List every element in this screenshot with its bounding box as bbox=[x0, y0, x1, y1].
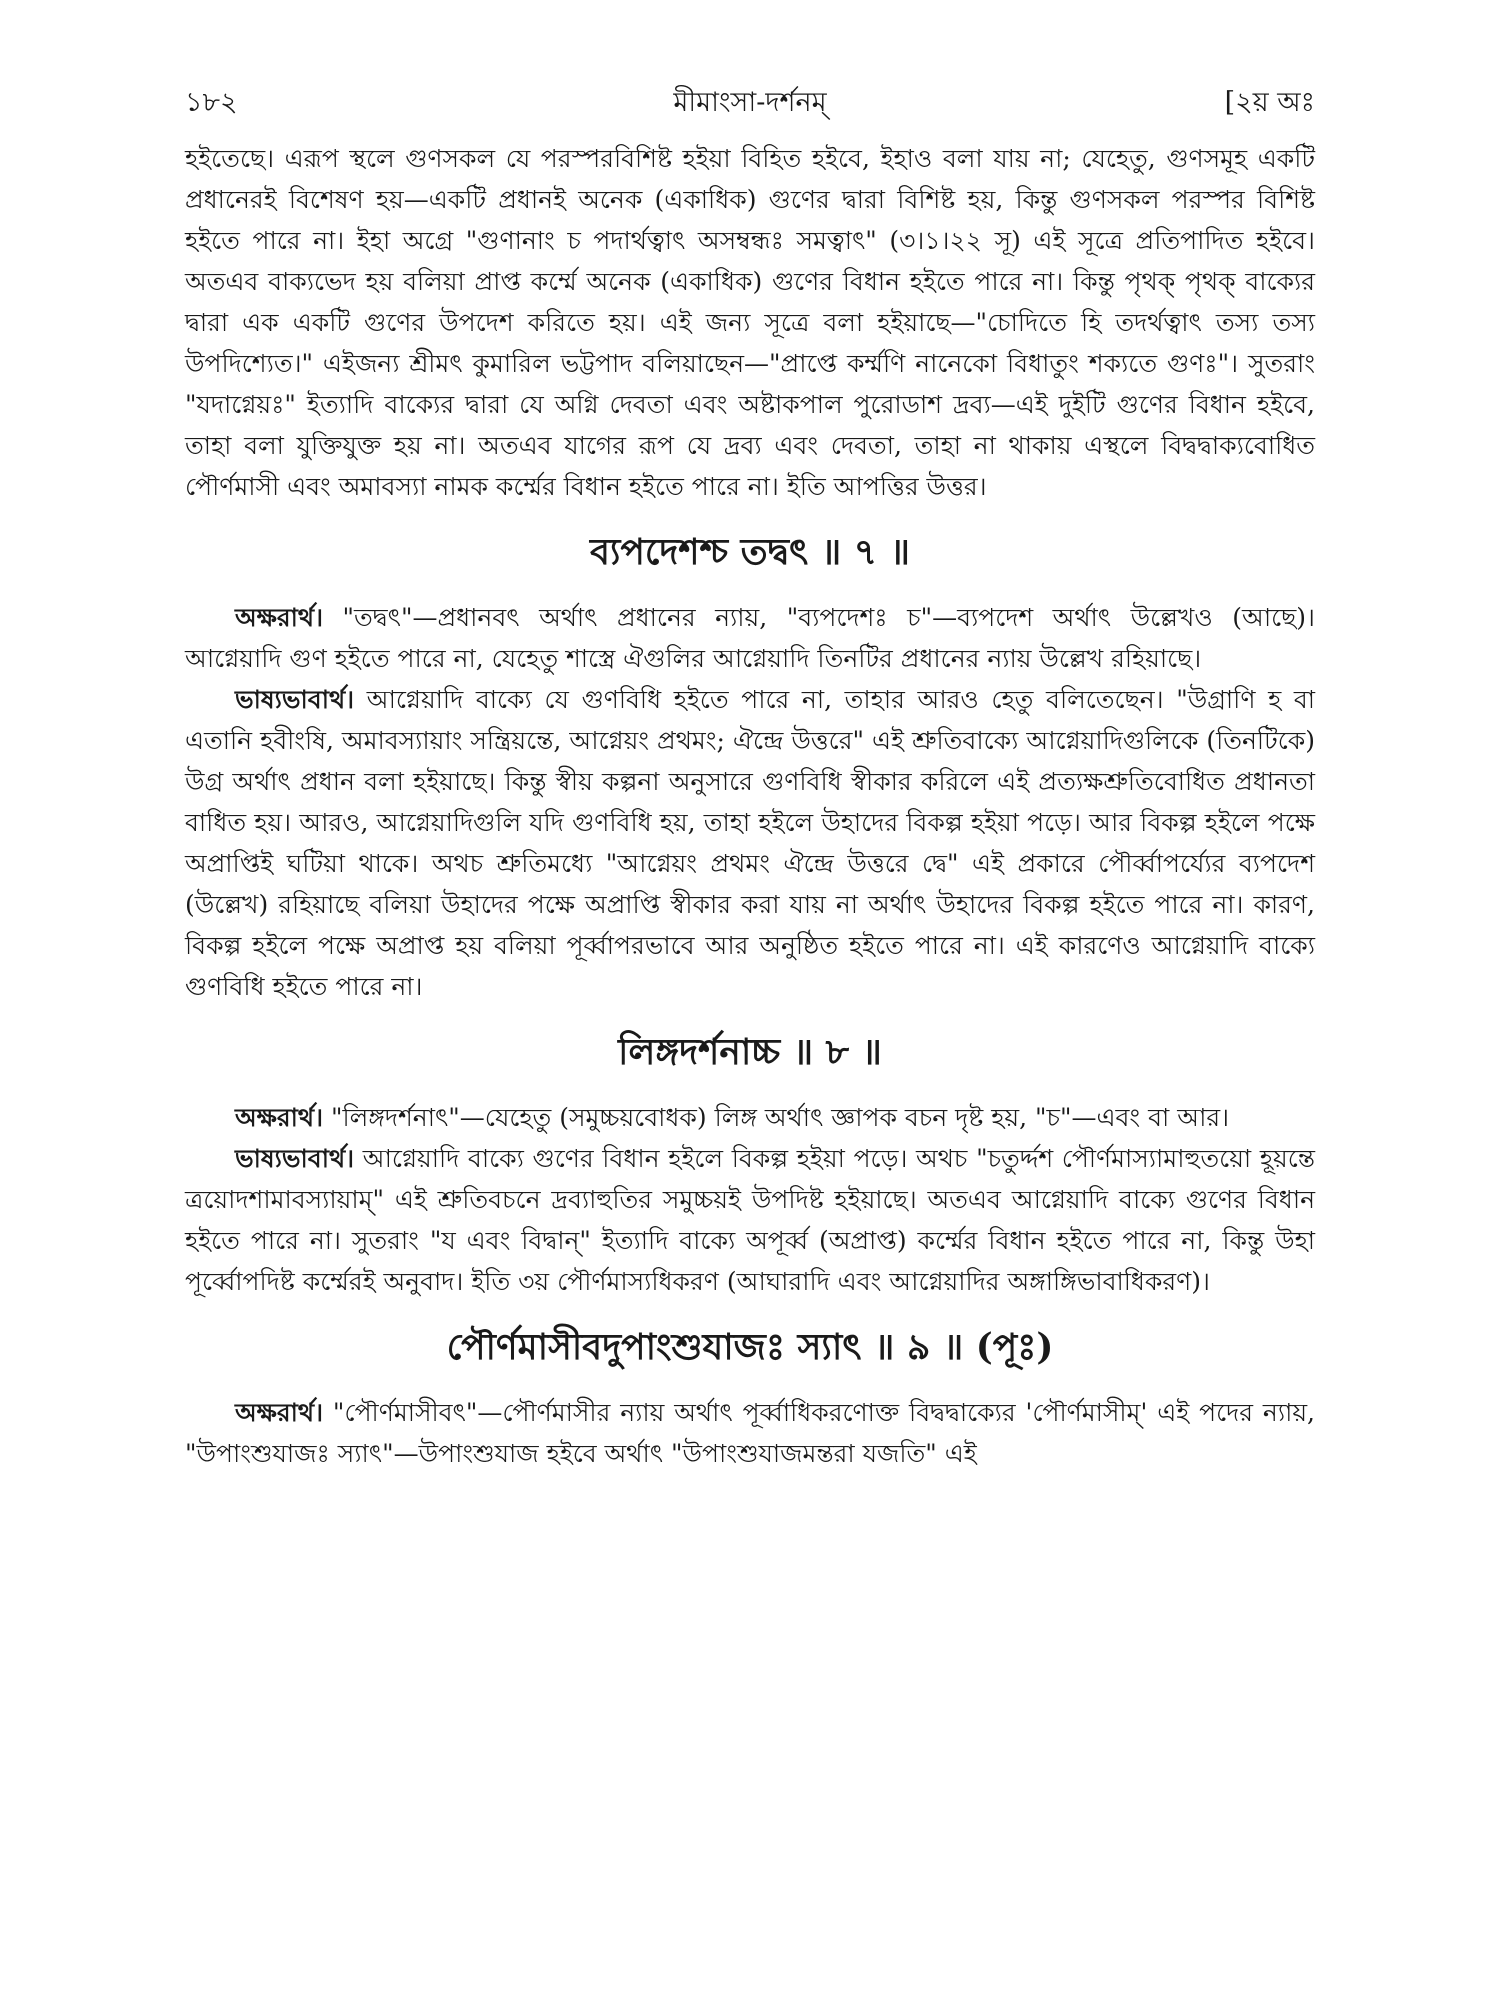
running-title: মীমাংসা-দর্শনম্ bbox=[673, 87, 827, 118]
sutra-heading-9: পৌর্ণমাসীবদুপাংশুযাজঃ স্যাৎ ॥ ৯ ॥ (পূঃ) bbox=[446, 1326, 1054, 1368]
aksharartha-text: "পৌর্ণমাসীবৎ"—পৌর্ণমাসীর ন্যায় অর্থাৎ পূর্ব্বাধিকরণোক্ত বিদ্বদ্বাক্যের 'পৌর্ণমাসীম্' এই পদের ন্যায়, "উপাংশুযাজঃ স্যাৎ"—উপাংশুযাজ হইবে অর্থাৎ "উপাংশুযাজমন্তরা যজতি" এই bbox=[185, 1398, 1315, 1468]
sutra8-aksharartha bbox=[185, 1097, 1315, 1138]
sutra7-aksharartha bbox=[185, 597, 1315, 679]
sutra-heading-7: ব্যপদেশশ্চ তদ্বৎ ॥ ৭ ॥ bbox=[589, 531, 911, 573]
sutra8-bhashya bbox=[185, 1138, 1315, 1302]
page-number: ১৮২ bbox=[185, 87, 238, 118]
bhashya-text: আগ্নেয়াদি বাক্যে যে গুণবিধি হইতে পারে না, তাহার আরও হেতু বলিতেছেন। "উগ্রাণি হ বা এতানি হবীংষি, অমাবস্যায়াং সন্ত্রিয়ন্তে, আগ্নেয়ং প্রথমং; ঐন্দ্রে উত্তরে" এই শ্রুতিবাক্যে আগ্নেয়াদিগুলিকে (তিনটিকে) উগ্র অর্থাৎ প্রধান বলা হইয়াছে। কিন্তু স্বীয় কল্পনা অনুসারে গুণবিধি স্বীকার করিলে এই প্রত্যক্ষশ্রুতিবোধিত প্রধানতা বাধিত হয়। আরও, আগ্নেয়াদিগুলি যদি গুণবিধি হয়, তাহা হইলে উহাদের বিকল্প হইয়া পড়ে। আর বিকল্প হইলে পক্ষে অপ্রাপ্তিই ঘটিয়া থাকে। অথচ শ্রুতিমধ্যে "আগ্নেয়ং প্রথমং ঐন্দ্রে উত্তরে দ্বে" এই প্রকারে পৌর্ব্বাপর্য্যের ব্যপদেশ (উল্লেখ) রহিয়াছে বলিয়া উহাদের পক্ষে অপ্রাপ্তি স্বীকার করা যায় না অর্থাৎ উহাদের বিকল্প হইতে পারে না। কারণ, বিকল্প হইলে পক্ষে অপ্রাপ্ত হয় বলিয়া পূর্ব্বাপরভাবে আর অনুষ্ঠিত হইতে পারে না। এই কারণেও আগ্নেয়াদি বাক্যে গুণবিধি হইতে পারে না। bbox=[185, 685, 1315, 1001]
sutra7-bhashya bbox=[185, 679, 1315, 1007]
sutra-heading-8: লিঙ্গদর্শনাচ্চ ॥ ৮ ॥ bbox=[618, 1031, 882, 1073]
aksharartha-label: অক্ষরার্থ। bbox=[235, 1398, 324, 1427]
page-body bbox=[185, 138, 1315, 1474]
continuation-paragraph: হইতেছে। এরূপ স্থলে গুণসকল যে পরস্পরবিশিষ্ট হইয়া বিহিত হইবে, ইহাও বলা যায় না; যেহেতু, গুণসমূহ একটি প্রধানেরই বিশেষণ হয়—একটি প্রধানই অনেক (একাধিক) গুণের দ্বারা বিশিষ্ট হয়, কিন্তু গুণসকল পরস্পর বিশিষ্ট হইতে পারে না। ইহা অগ্রে "গুণানাং চ পদার্থত্বাৎ অসম্বন্ধঃ সমত্বাৎ" (৩।১।২২ সূ) এই সূত্রে প্রতিপাদিত হইবে। অতএব বাক্যভেদ হয় বলিয়া প্রাপ্ত কর্ম্মে অনেক (একাধিক) গুণের বিধান হইতে পারে না। কিন্তু পৃথক্ পৃথক্ বাক্যের দ্বারা এক একটি গুণের উপদেশ করিতে হয়। এই জন্য সূত্রে বলা হইয়াছে—"চোদিতে হি তদর্থত্বাৎ তস্য তস্য উপদিশ্যেত।" এইজন্য শ্রীমৎ কুমারিল ভট্টপাদ বলিয়াছেন—"প্রাপ্তে কর্ম্মণি নানেকো বিধাতুং শক্যতে গুণঃ"। সুতরাং "যদাগ্নেয়ঃ" ইত্যাদি বাক্যের দ্বারা যে অগ্নি দেবতা এবং অষ্টাকপাল পুরোডাশ দ্রব্য—এই দুইটি গুণের বিধান হইবে, তাহা বলা যুক্তিযুক্ত হয় না। অতএব যাগের রূপ যে দ্রব্য এবং দেবতা, তাহা না থাকায় এস্থলে বিদ্বদ্বাক্যবোধিত পৌর্ণমাসী এবং অমাবস্যা নামক কর্ম্মের বিধান হইতে পারে না। ইতি আপত্তির উত্তর। bbox=[185, 144, 1315, 501]
aksharartha-text: "লিঙ্গদর্শনাৎ"—যেহেতু (সমুচ্চয়বোধক) লিঙ্গ অর্থাৎ জ্ঞাপক বচন দৃষ্ট হয়, "চ"—এবং বা আর। bbox=[323, 1103, 1230, 1132]
aksharartha-text: "তদ্বৎ"—প্রধানবৎ অর্থাৎ প্রধানের ন্যায়, "ব্যপদেশঃ চ"—ব্যপদেশ অর্থাৎ উল্লেখও (আছে)। আগ্নেয়াদি গুণ হইতে পারে না, যেহেতু শাস্ত্রে ঐগুলির আগ্নেয়াদি তিনটির প্রধানের ন্যায় উল্লেখ রহিয়াছে। bbox=[185, 603, 1315, 673]
sutra9-aksharartha bbox=[185, 1392, 1315, 1474]
page-header bbox=[185, 80, 1315, 126]
bhashya-label: ভাষ্যভাবার্থ। bbox=[235, 1144, 355, 1173]
bhashya-label: ভাষ্যভাবার্থ। bbox=[235, 685, 355, 714]
bhashya-text: আগ্নেয়াদি বাক্যে গুণের বিধান হইলে বিকল্প হইয়া পড়ে। অথচ "চতুর্দ্দশ পৌর্ণমাস্যামাহুতয়ো হূয়ন্তে ত্রয়োদশামাবস্যায়াম্" এই শ্রুতিবচনে দ্রব্যাহুতির সমুচ্চয়ই উপদিষ্ট হইয়াছে। অতএব আগ্নেয়াদি বাক্যে গুণের বিধান হইতে পারে না। সুতরাং "য এবং বিদ্বান্" ইত্যাদি বাক্যে অপূর্ব্ব (অপ্রাপ্ত) কর্ম্মের বিধান হইতে পারে না, কিন্তু উহা পূর্ব্বোপদিষ্ট কর্ম্মেরই অনুবাদ। ইতি ৩য় পৌর্ণমাস্যধিকরণ (আঘারাদি এবং আগ্নেয়াদির অঙ্গাঙ্গিভাবাধিকরণ)। bbox=[185, 1144, 1315, 1296]
chapter-marker: [২য় অঃ bbox=[1224, 87, 1315, 118]
aksharartha-label: অক্ষরার্থ। bbox=[235, 603, 324, 632]
aksharartha-label: অক্ষরার্থ। bbox=[235, 1103, 324, 1132]
